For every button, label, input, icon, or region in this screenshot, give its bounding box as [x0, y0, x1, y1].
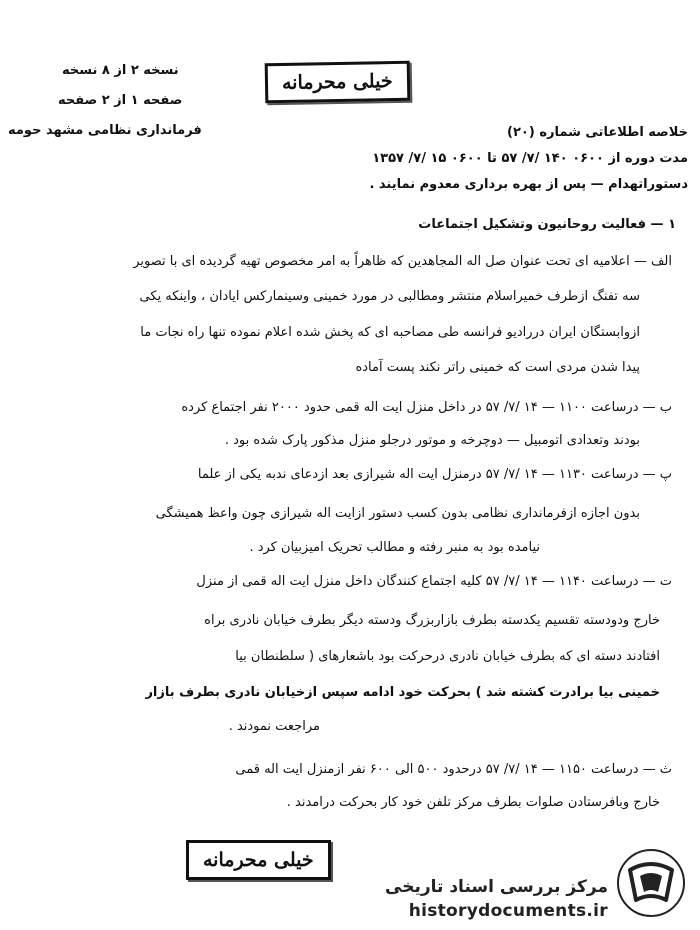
paragraph-line: ب — درساعت ۱۱۰۰ — ۱۴ /۷/ ۵۷ در داخل منزل ایت اله قمی حدود ۲۰۰۰ نفر اجتماع کرده	[181, 400, 672, 415]
paragraph-line: ث — درساعت ۱۱۵۰ — ۱۴ /۷/ ۵۷ درحدود ۵۰۰ الی ۶۰۰ نفر ازمنزل ایت اله قمی	[235, 762, 672, 777]
watermark-name: مرکز بررسی اسناد تاریخی	[385, 877, 608, 897]
summary-instruction: دستوراتهدام — پس از بهره برداری معدوم نمایند .	[369, 177, 688, 192]
page-info: صفحه ۱ از ۲ صفحه	[58, 93, 183, 108]
paragraph-line: خمینی بیا برادرت کشته شد ) بحرکت خود ادامه سپس ازخیابان نادری بطرف بازار	[145, 685, 660, 700]
paragraph-line: الف — اعلامیه ای تحت عنوان صل اله المجاهدین که ظاهراً به امر مخصوص تهیه گردیده ای با تصویر	[133, 254, 672, 269]
paragraph-line: ت — درساعت ۱۱۴۰ — ۱۴ /۷/ ۵۷ کلیه اجتماع کنندگان داخل منزل ایت اله قمی از منزل	[196, 574, 672, 589]
paragraph-line: سه تفنگ ازطرف خمیراسلام منتشر ومطالبی در مورد خمینی وسینمارکس ایادان ، واینکه یکی	[139, 289, 640, 304]
paragraph-line: مراجعت نمودند .	[228, 719, 320, 734]
paragraph-line: افتادند دسته ای که بطرف خیابان نادری درحرکت بود باشعارهای ( سلطنطان بیا	[235, 649, 660, 664]
paragraph-line: پیدا شدن مردی است که خمینی راتر نکند پست آماده	[355, 360, 640, 375]
summary-title: خلاصه اطلاعاتی شماره (۲۰)	[507, 125, 688, 140]
issuer: فرمانداری نظامی مشهد حومه	[8, 123, 202, 138]
copy-info: نسخه ۲ از ۸ نسخه	[62, 63, 179, 78]
archive-logo-icon	[616, 848, 686, 918]
paragraph-line: خارج ودودسته تقسیم یکدسته بطرف بازاربزرگ ودسته دیگر بطرف خیابان نادری براه	[204, 613, 660, 628]
bottom-classification-stamp: خیلی محرمانه	[186, 840, 331, 880]
paragraph-line: بودند وتعدادی اتومبیل — دوچرخه و موتور درجلو منزل مذکور پارک شده بود .	[224, 433, 640, 448]
top-classification-stamp: خیلی محرمانه	[265, 61, 410, 104]
paragraph-line: خارج وبافرستادن صلوات بطرف مرکز تلفن خود کار بحرکت درامدند .	[286, 795, 660, 810]
paragraph-line: نیامده بود به منبر رفته و مطالب تحریک امیزبیان کرد .	[249, 540, 540, 555]
paragraph-line: بدون اجازه ازفرمانداری نظامی بدون کسب دستور ازایت اله شیرازی چون واعظ همیشگی	[155, 506, 640, 521]
paragraph-line: پ — درساعت ۱۱۳۰ — ۱۴ /۷/ ۵۷ درمنزل ایت اله شیرازی بعد ازدعای ندبه یکی از علما	[197, 467, 672, 482]
paragraph-line: ازوابستگان ایران دررادیو فرانسه طی مصاحبه ای که پخش شده اعلام نموده تنها راه نجات ما	[140, 325, 640, 340]
summary-period: مدت دوره از ۰۶۰۰ ۱۴۰ /۷/ ۵۷ تا ۰۶۰۰ ۱۵ /۷/ ۱۳۵۷	[372, 151, 688, 166]
section-heading: ۱ — فعالیت روحانیون وتشکیل اجتماعات	[418, 217, 676, 232]
watermark-url: historydocuments.ir	[408, 901, 608, 921]
